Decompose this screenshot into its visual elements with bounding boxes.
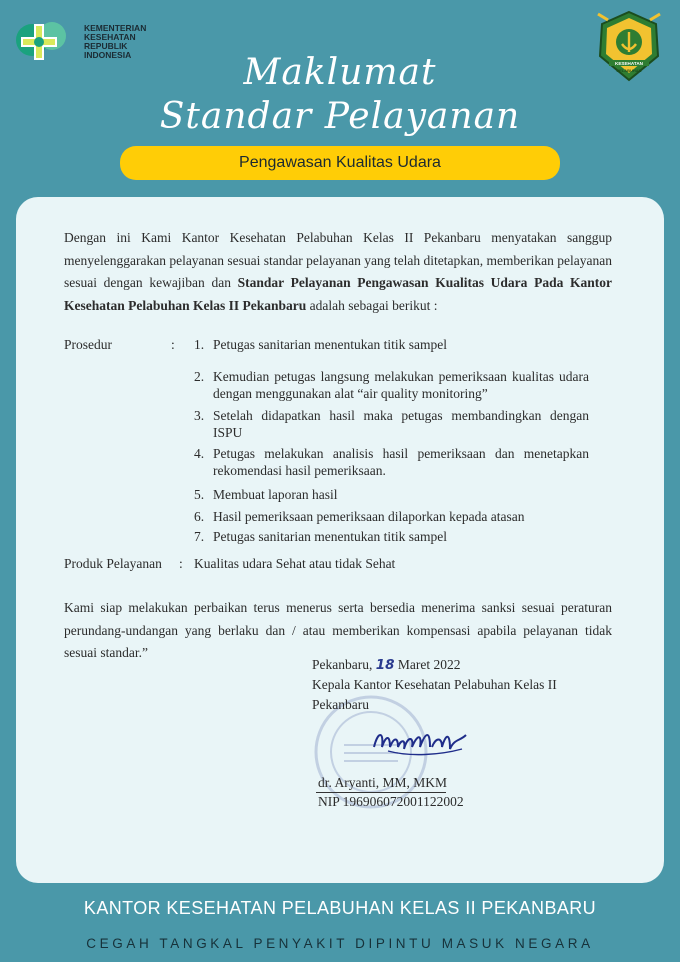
step-number: 2. [194,369,205,384]
step-number: 7. [194,529,205,544]
step-text: Petugas sanitarian menentukan titik sampel [213,337,447,352]
intro-text-end: adalah sebagai berikut : [306,297,438,313]
svg-text:KESEHATAN: KESEHATAN [615,60,643,66]
step-text: Petugas melakukan analisis hasil pemeriksaan dan menetapkan rekomendasi hasil pemeriksaan. [213,446,589,478]
step-number: 4. [194,446,205,461]
step-text: Petugas sanitarian menentukan titik sampel [213,529,447,544]
ministry-line-1: KEMENTERIAN [84,23,147,34]
handwritten-day: 18 [375,657,395,673]
intro-paragraph [64,227,612,317]
page-title-line-2: Standar Pelayanan [159,96,521,137]
ministry-line-3: REPUBLIK [84,41,128,51]
prosedur-colon: : [171,337,175,352]
step-number: 1. [194,337,205,352]
intro-bold-text: Standar Pelayanan Pengawasan Kualitas Udara Pada Kantor Kesehatan Pelabuhan Kelas II Pekanbaru [64,275,612,313]
step-text: Setelah didapatkan hasil maka petugas membandingkan dengan ISPU [213,408,589,440]
place-date-prefix: Pekanbaru, [312,657,373,672]
signer-nip: NIP 196906072001122002 [318,794,464,809]
step-text: Kemudian petugas langsung melakukan pemeriksaan kualitas udara dengan menggunakan alat “air quality monitoring” [213,369,589,401]
intro-text: Dengan ini Kami Kantor Kesehatan Pelabuhan Kelas II Pekanbaru menyatakan sanggup menyelenggarakan pelayanan sesuai standar pelayanan yang telah ditetapkan, memberikan pelayanan sesuai dengan kewajiban dan [64,230,613,290]
step-number: 6. [194,509,205,524]
step-text: Hasil pemeriksaan pemeriksaan dilaporkan kepada atasan [213,509,525,524]
step-number: 3. [194,408,205,423]
service-name-banner: Pengawasan Kualitas Udara [120,146,560,180]
statement-card [16,197,664,883]
signature-underline [316,792,446,793]
signer-name: dr. Aryanti, MM, MKM [318,775,448,790]
produk-value: Kualitas udara Sehat atau tidak Sehat [194,556,396,571]
svg-text:PELABUHAN: PELABUHAN [616,68,642,73]
footer-office-name: KANTOR KESEHATAN PELABUHAN KELAS II PEKANBARU [83,898,597,918]
place-date [312,655,612,675]
produk-colon: : [179,556,183,571]
page-title-line-1: Maklumat [243,52,437,93]
ministry-line-2: KESEHATAN [84,32,136,43]
signer-title: Kepala Kantor Kesehatan Pelabuhan Kelas II Pekanbaru [312,677,557,712]
signature-icon [370,725,470,759]
ministry-line-4: INDONESIA [84,49,132,60]
prosedur-label: Prosedur [64,337,112,352]
footer-tagline: CEGAH TANGKAL PENYAKIT DIPINTU MASUK NEGARA [86,936,594,951]
produk-label: Produk Pelayanan [64,556,162,571]
closing-paragraph: Kami siap melakukan perbaikan terus menerus serta bersedia menerima sanksi sesuai peraturan perundang-undangan yang berlaku dan / atau memberikan kompensasi apabila pelayanan tidak sesuai standar.” [64,600,612,660]
step-number: 5. [194,487,205,502]
place-date-rest: Maret 2022 [397,657,461,672]
step-text: Membuat laporan hasil [213,487,338,502]
